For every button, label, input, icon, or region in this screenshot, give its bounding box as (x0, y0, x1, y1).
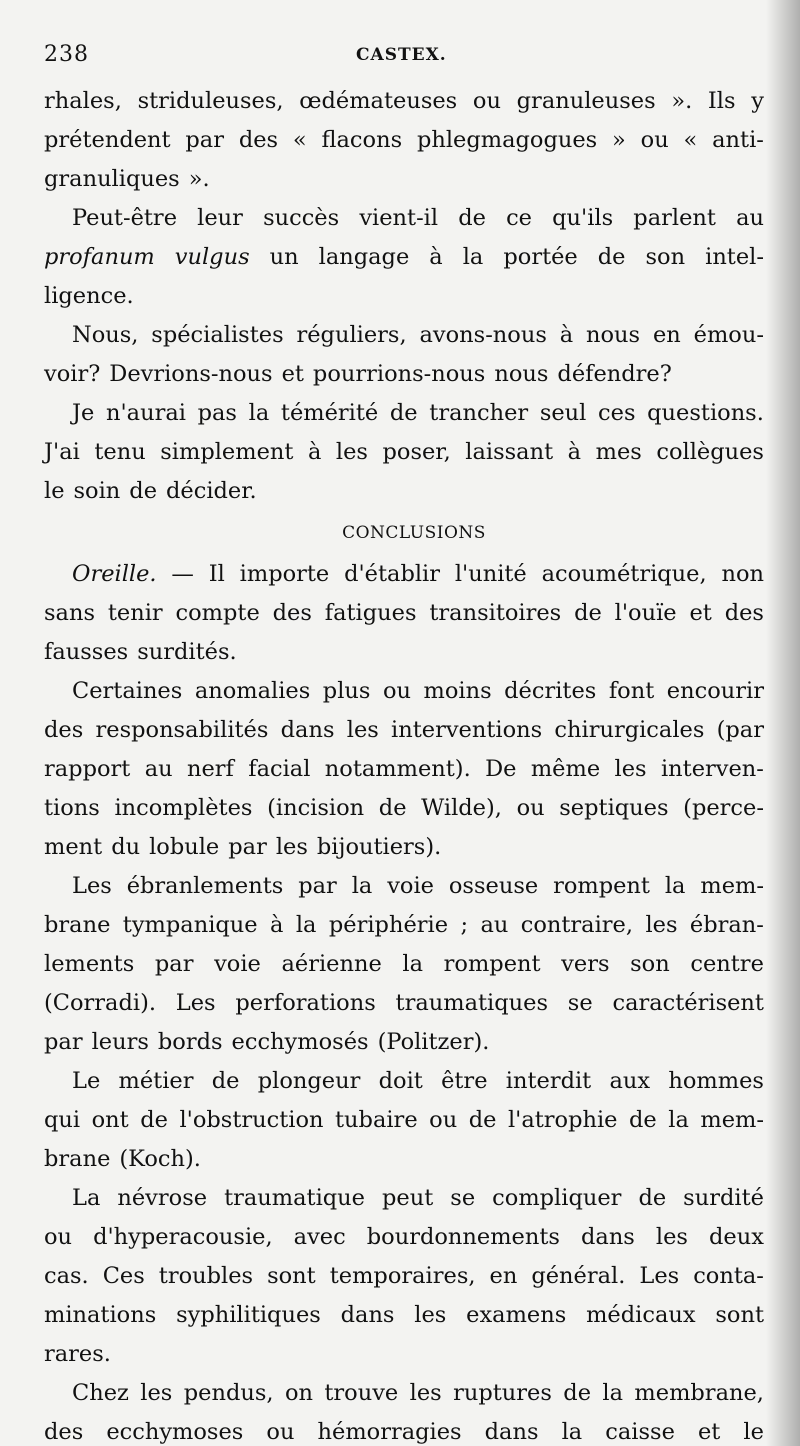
word: on (284, 1380, 313, 1406)
word: caisse (605, 1419, 675, 1445)
text-line (44, 594, 764, 633)
word: ment (44, 834, 103, 860)
word: membrane, (634, 1380, 764, 1406)
word: par (44, 1029, 83, 1055)
word: sans (44, 600, 95, 626)
word: en (652, 322, 681, 348)
word: se (567, 990, 593, 1016)
word: dans (484, 1419, 539, 1445)
text-line (44, 1257, 764, 1296)
word: les (409, 1380, 442, 1406)
word: perforations (235, 990, 376, 1016)
word: des (44, 717, 84, 743)
word: Certaines (72, 678, 183, 704)
word: le (44, 478, 65, 504)
word: prétendent (44, 127, 171, 153)
word: compte (175, 600, 260, 626)
word: ou (472, 88, 501, 114)
word: dans (581, 1224, 635, 1250)
word: défendre? (557, 361, 672, 387)
word: incomplètes (114, 795, 253, 821)
word: Les (175, 990, 216, 1016)
word: contraire, (520, 912, 634, 938)
text-line (44, 1218, 764, 1257)
word: la (602, 1380, 624, 1406)
word: la (668, 1107, 689, 1133)
word: vient-il (359, 205, 439, 231)
word: succès (263, 205, 340, 231)
word: Les (72, 873, 112, 899)
word: intel- (705, 244, 764, 270)
word: par (228, 834, 267, 860)
word: aérienne (281, 951, 382, 977)
word: moins (423, 678, 492, 704)
word: Les (639, 1263, 680, 1289)
word: traumatiques (395, 990, 548, 1016)
word: interdit (505, 1068, 592, 1094)
word: de (389, 400, 418, 426)
text-line (44, 355, 764, 394)
word: au (480, 912, 509, 938)
word: leurs (91, 1029, 149, 1055)
word: avons-nous (419, 322, 547, 348)
text-line (44, 433, 764, 472)
word: bourdonnements (366, 1224, 560, 1250)
word: langage (318, 244, 410, 270)
word: la (561, 1419, 583, 1445)
word: au (736, 205, 764, 231)
word: leur (197, 205, 243, 231)
text-line (44, 199, 764, 238)
word: voir? (44, 361, 101, 387)
word: ruptures (453, 1380, 552, 1406)
word: tympanique (122, 912, 258, 938)
word: trancher (429, 400, 529, 426)
word: de (629, 1107, 657, 1133)
word: (perce- (683, 795, 764, 821)
word: bords (157, 1029, 223, 1055)
word: mem- (700, 873, 764, 899)
word: la (402, 951, 424, 977)
word: n'aurai (106, 400, 186, 426)
word: sont (267, 1263, 316, 1289)
word: hommes (668, 1068, 764, 1094)
word: granuliques (44, 166, 180, 192)
word: qu'ils (552, 205, 614, 231)
word: hémorragies (317, 1419, 462, 1445)
word: aux (609, 1068, 651, 1094)
word: les (414, 1302, 447, 1328)
word: la (462, 244, 484, 270)
word: décider. (166, 478, 257, 504)
word: les (140, 1380, 173, 1406)
word: La (72, 1185, 101, 1211)
word: transitoires (429, 600, 562, 626)
page-gutter-shadow (766, 0, 800, 1446)
word: chirurgicales (554, 717, 705, 743)
word: qui (44, 1107, 81, 1133)
word: acoumétrique, (541, 561, 707, 587)
word: interven- (660, 756, 764, 782)
page-header (44, 42, 764, 72)
word: granuleuses (516, 88, 656, 114)
text-line (44, 672, 764, 711)
word: nous (494, 361, 549, 387)
word: à (567, 439, 582, 465)
word: témérité (280, 400, 379, 426)
word: (Koch). (119, 1146, 201, 1172)
word: se (450, 1185, 476, 1211)
word: Oreille. (72, 561, 157, 587)
word: Chez (72, 1380, 129, 1406)
word: l'atrophie (507, 1107, 618, 1133)
text-line (44, 867, 764, 906)
text-line (44, 1296, 764, 1335)
word: par (185, 127, 224, 153)
word: de (129, 478, 158, 504)
word: émou- (693, 322, 764, 348)
text-line (44, 1413, 764, 1446)
word: de (468, 1107, 497, 1133)
word: tenir (107, 600, 163, 626)
word: ces (598, 400, 636, 426)
word: pas (197, 400, 237, 426)
word: à (429, 244, 443, 270)
word: d'établir (344, 561, 440, 587)
text-line (44, 633, 764, 672)
word: avec (293, 1224, 346, 1250)
word: à (270, 912, 284, 938)
word: anomalies (194, 678, 311, 704)
text-line (44, 1140, 764, 1179)
word: Le (72, 1068, 101, 1094)
text-line (44, 984, 764, 1023)
word: par (298, 873, 337, 899)
word: troubles (158, 1263, 254, 1289)
word: mes (595, 439, 642, 465)
word: lements (44, 951, 135, 977)
word: des (44, 1419, 84, 1445)
word: l'ouïe (614, 600, 677, 626)
word: laissant (465, 439, 554, 465)
word: ». (188, 166, 210, 192)
word: flacons (321, 127, 403, 153)
text-line (44, 906, 764, 945)
word: minations (44, 1302, 157, 1328)
word: tenu (94, 439, 146, 465)
word: font (608, 678, 655, 704)
word: mem- (700, 1107, 764, 1133)
word: ; (460, 912, 469, 938)
word: anti- (712, 127, 764, 153)
word: conta- (693, 1263, 764, 1289)
running-head: CASTEX. (356, 45, 447, 65)
word: dans (280, 717, 335, 743)
word: médicaux (586, 1302, 696, 1328)
word: à (307, 439, 322, 465)
word: notamment). (324, 756, 471, 782)
text-line (44, 1335, 764, 1374)
word: être (441, 1068, 488, 1094)
word: névrose (117, 1185, 208, 1211)
word: de (458, 205, 486, 231)
word: — (171, 561, 194, 587)
word: ou (429, 1107, 458, 1133)
word: ébranlements (126, 873, 284, 899)
word: cas. (44, 1263, 89, 1289)
word: de (563, 1380, 592, 1406)
word: à (559, 322, 574, 348)
word: rares. (44, 1341, 111, 1367)
word: pendus, (183, 1380, 274, 1406)
word: en (489, 1263, 518, 1289)
word: ou (382, 678, 411, 704)
word: et (689, 600, 712, 626)
word: « (292, 127, 307, 153)
word: non (721, 561, 764, 587)
text-line (44, 394, 764, 433)
word: Je (72, 400, 95, 426)
word: soin (73, 478, 121, 504)
word: trouve (324, 1380, 399, 1406)
text-line (44, 1062, 764, 1101)
word: de (574, 600, 602, 626)
word: ecchymoses (106, 1419, 244, 1445)
word: questions. (647, 400, 764, 426)
word: centre (690, 951, 764, 977)
word: y (751, 88, 764, 114)
word: (incision (267, 795, 365, 821)
word: ébran- (689, 912, 764, 938)
word: seul (539, 400, 587, 426)
word: poser, (382, 439, 451, 465)
word: (Politzer). (377, 1029, 490, 1055)
word: bijoutiers). (316, 834, 442, 860)
section-heading: CONCLUSIONS (342, 523, 486, 543)
word: compliquer (492, 1185, 622, 1211)
word: Ils (707, 88, 736, 114)
text-line (44, 1179, 764, 1218)
text-line (44, 472, 764, 511)
word: de (638, 1185, 667, 1211)
text-line (44, 1023, 764, 1062)
word: périphérie (328, 912, 449, 938)
word: Peut-être (72, 205, 178, 231)
text-line (44, 238, 764, 277)
word: « (683, 127, 698, 153)
text-line (44, 945, 764, 984)
word: de (378, 795, 407, 821)
word: interventions (391, 717, 543, 743)
text-line (44, 277, 764, 316)
word: Wilde), (421, 795, 502, 821)
word: Ces (102, 1263, 145, 1289)
text-line (44, 160, 764, 199)
word: dans (340, 1302, 395, 1328)
word: réguliers, (296, 322, 407, 348)
word: l'obstruction (179, 1107, 324, 1133)
text-line (44, 555, 764, 594)
text-line (44, 789, 764, 828)
word: brane (44, 912, 111, 938)
word: des (272, 600, 312, 626)
word: le (743, 1419, 764, 1445)
word: collègues (656, 439, 764, 465)
word: rompent (443, 951, 541, 977)
word: d'hyperacousie, (93, 1224, 273, 1250)
word: lobule (149, 834, 220, 860)
word: Nous, (72, 322, 139, 348)
word: les (335, 439, 368, 465)
word: fausses (44, 639, 129, 665)
word: septiques (559, 795, 669, 821)
word: osseuse (448, 873, 539, 899)
text-line (44, 121, 764, 160)
word: ce (506, 205, 532, 231)
word: rompent (553, 873, 650, 899)
word: œdémateuses (299, 88, 458, 114)
text-line (44, 711, 764, 750)
word: les (645, 912, 678, 938)
text-line (44, 750, 764, 789)
text-line (44, 828, 764, 867)
word: phlegmagogues (416, 127, 598, 153)
word: syphilitiques (176, 1302, 321, 1328)
word: plongeur (257, 1068, 361, 1094)
word: ou (516, 795, 545, 821)
word: J'ai (44, 439, 80, 465)
word: De (485, 756, 517, 782)
word: la (295, 912, 317, 938)
text-line (44, 1101, 764, 1140)
word: des (724, 600, 764, 626)
word: ligence. (44, 283, 134, 309)
word: du (111, 834, 141, 860)
word: fatigues (324, 600, 417, 626)
word: Il (208, 561, 225, 587)
word: tions (44, 795, 100, 821)
word: et (281, 361, 304, 387)
text-body (44, 82, 764, 1446)
word: son (645, 244, 686, 270)
word: rapport (44, 756, 131, 782)
word: facial (248, 756, 311, 782)
word: deux (709, 1224, 764, 1250)
word: ou (266, 1419, 295, 1445)
word: vulgus (174, 244, 250, 270)
word: responsabilités (95, 717, 269, 743)
word: ecchymosés (231, 1029, 369, 1055)
word: traumatique (224, 1185, 365, 1211)
word: par (154, 951, 194, 977)
word: voie (214, 951, 261, 977)
word: au (144, 756, 173, 782)
word: même (530, 756, 601, 782)
page-number: 238 (44, 42, 89, 67)
word: des (238, 127, 279, 153)
word: brane (44, 1146, 111, 1172)
word: simplement (160, 439, 294, 465)
word: son (630, 951, 670, 977)
word: les (614, 756, 647, 782)
word: ont (91, 1107, 129, 1133)
word: les (275, 834, 308, 860)
word: de (597, 244, 626, 270)
word: portée (503, 244, 578, 270)
word: sont (715, 1302, 764, 1328)
word: temporaires, (329, 1263, 476, 1289)
word: profanum (44, 244, 155, 270)
word: l'unité (454, 561, 527, 587)
word: spécialistes (151, 322, 284, 348)
word: parlent (633, 205, 716, 231)
word: importe (239, 561, 330, 587)
word: pourrions-nous (312, 361, 486, 387)
word: encourir (666, 678, 764, 704)
word: décrites (504, 678, 597, 704)
text-line (44, 82, 764, 121)
word: peut (382, 1185, 434, 1211)
word: ou (44, 1224, 73, 1250)
word: striduleuses, (137, 88, 284, 114)
word: la (664, 873, 686, 899)
word: métier (118, 1068, 194, 1094)
word: la (351, 873, 373, 899)
word: surdités. (137, 639, 237, 665)
word: la (248, 400, 270, 426)
word: rhales, (44, 88, 122, 114)
word: ou (640, 127, 669, 153)
word: de (211, 1068, 240, 1094)
word: ». (671, 88, 693, 114)
word: surdité (683, 1185, 764, 1211)
word: les (655, 1224, 688, 1250)
text-line (44, 316, 764, 355)
word: caractérisent (612, 990, 764, 1016)
word: nerf (186, 756, 234, 782)
word: nous (586, 322, 641, 348)
word: les (346, 717, 379, 743)
word: de (140, 1107, 168, 1133)
word: » (612, 127, 626, 153)
word: (Corradi). (44, 990, 156, 1016)
word: doit (378, 1068, 423, 1094)
word: et (697, 1419, 721, 1445)
word: général. (531, 1263, 626, 1289)
word: un (269, 244, 299, 270)
word: examens (466, 1302, 567, 1328)
word: plus (322, 678, 371, 704)
word: tubaire (335, 1107, 418, 1133)
word: Devrions-nous (109, 361, 273, 387)
text-line (44, 1374, 764, 1413)
word: voie (387, 873, 434, 899)
word: vers (561, 951, 610, 977)
word: (par (716, 717, 764, 743)
